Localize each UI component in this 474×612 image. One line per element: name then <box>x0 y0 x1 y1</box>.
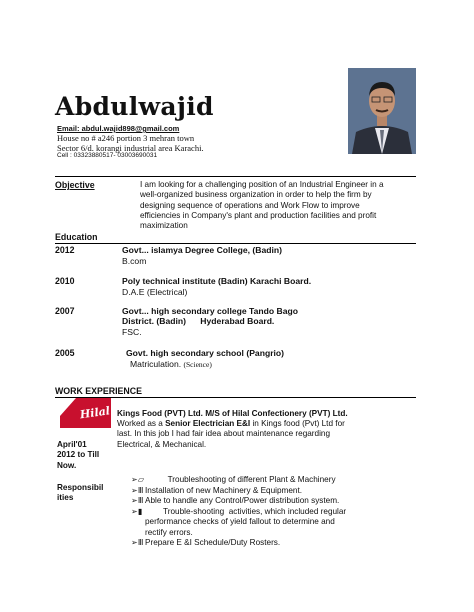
duty-item: ➢ⅢPrepare E &I Schedule/Duty Rosters. <box>131 538 281 547</box>
job-description: Worked as a Senior Electrician E&I in Kings food (Pvt) Ltd for last. In this job I had fair idea about maintenance regarding Electrical, & Mechanical. <box>117 419 345 449</box>
edu-degree: Matriculation. (Science) <box>130 359 212 369</box>
objective-text: I am looking for a challenging position of an Industrial Engineer in a well-organized business organization in order to help the firm by designing sequence of operations and Work Flow to improve efficiencies in Company's plant and production facilities and profit maximization <box>140 180 384 231</box>
objective-label: Objective <box>55 180 95 190</box>
duty-item: ➢▱ Troubleshooting of different Plant & Machinery <box>131 475 336 484</box>
duty-item: ➢▮ Trouble-shooting activities, which included regular <box>131 507 347 516</box>
duty-item-cont: performance checks of yield fallout to determine and <box>145 517 335 526</box>
edu-degree: D.A.E (Electrical) <box>122 287 188 297</box>
hilal-logo <box>60 398 111 428</box>
edu-year: 2010 <box>55 276 75 286</box>
svg-text:Hilal: Hilal <box>79 404 111 422</box>
duty-item-cont: rectify errors. <box>145 528 193 537</box>
edu-degree: FSC. <box>122 327 142 337</box>
company-name: Kings Food (PVT) Ltd. M/S of Hilal Confectionery (PVT) Ltd. <box>117 409 348 418</box>
address-line-1: House no # a246 portion 3 mehran town <box>57 133 195 143</box>
work-experience-label: WORK EXPERIENCE <box>55 386 143 396</box>
edu-year: 2007 <box>55 306 75 316</box>
profile-photo <box>348 68 416 154</box>
candidate-name: Abdulwajid <box>55 92 214 121</box>
edu-institution-cont: District. (Badin) Hyderabad Board. <box>122 316 275 326</box>
edu-institution: Poly technical institute (Badin) Karachi Board. <box>122 276 312 286</box>
email[interactable]: Email: abdul.wajid898@gmail.com <box>57 124 180 133</box>
divider <box>55 243 416 244</box>
edu-year: 2005 <box>55 348 75 358</box>
edu-degree: B.com <box>122 256 147 266</box>
address-line-2: Sector 6/d. korangi industrial area Karachi. <box>57 143 204 153</box>
edu-institution: Govt... islamya Degree College, (Badin) <box>122 245 282 255</box>
edu-institution: Govt. high secondary school (Pangrio) <box>126 348 285 358</box>
job-period: April'01 2012 to Till Now. <box>57 440 100 470</box>
divider <box>55 176 416 177</box>
education-label: Education <box>55 232 98 242</box>
duty-item: ➢ⅢInstallation of new Machinery & Equipment. <box>131 486 303 495</box>
duty-item: ➢ⅢAble to handle any Control/Power distribution system. <box>131 496 340 505</box>
responsibilities-label: Responsibil ities <box>57 483 104 503</box>
edu-year: 2012 <box>55 245 75 255</box>
edu-institution: Govt... high secondary college Tando Bago <box>122 306 299 316</box>
person-portrait-icon <box>348 68 416 154</box>
cell-number: Cell : 03323880517- 03003690031 <box>57 152 158 159</box>
